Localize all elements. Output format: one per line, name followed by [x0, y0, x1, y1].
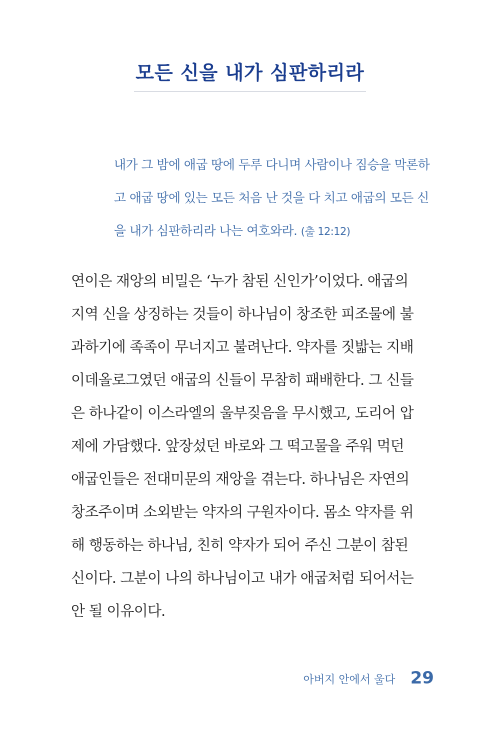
scripture-reference: (출 12:12) [300, 226, 351, 238]
body-line: 은 하나같이 이스라엘의 울부짖음을 무시했고, 도리어 압 [71, 406, 414, 422]
scripture-quote [114, 148, 454, 249]
quote-line [114, 214, 454, 249]
body-line: 해 행동하는 하나님, 친히 약자가 되어 주신 그분이 참된 [71, 538, 409, 554]
chapter-title: 모든 신을 내가 심판하리라 [135, 62, 365, 84]
body-line: 과하기에 족족이 무너지고 불려난다. 약자를 짓밟는 지배 [71, 340, 414, 356]
body-line: 안 될 이유이다. [71, 604, 166, 620]
page-footer [303, 668, 434, 689]
quote-line: 고 애굽 땅에 있는 모든 처음 난 것을 다 치고 애굽의 모든 신 [114, 190, 429, 205]
body-line: 창조주이며 소외받는 약자의 구원자이다. 몸소 약자를 위 [71, 505, 414, 521]
body-line: 애굽인들은 전대미문의 재앙을 겪는다. 하나님은 자연의 [71, 472, 410, 488]
body-line: 지역 신을 상징하는 것들이 하나님이 창조한 피조물에 불 [71, 307, 414, 323]
quote-line: 내가 그 밤에 애굽 땅에 두루 다니며 사람이나 짐승을 막론하 [114, 157, 430, 172]
body-line: 연이은 재앙의 비밀은 ‘누가 참된 신인가’이었다. 애굽의 [71, 274, 409, 290]
quote-line-text: 을 내가 심판하리라 나는 여호와라. [114, 223, 298, 238]
body-line: 제에 가담했다. 앞장섰던 바로와 그 떡고물을 주워 먹던 [71, 439, 405, 455]
running-title: 아버지 안에서 울다 [303, 672, 396, 686]
body-paragraph [71, 266, 446, 629]
body-line: 신이다. 그분이 나의 하나님이고 내가 애굽처럼 되어서는 [71, 571, 414, 587]
page-number: 29 [410, 668, 434, 689]
body-line: 이데올로그였던 애굽의 신들이 무참히 패배한다. 그 신들 [71, 373, 414, 389]
title-divider [134, 91, 366, 92]
